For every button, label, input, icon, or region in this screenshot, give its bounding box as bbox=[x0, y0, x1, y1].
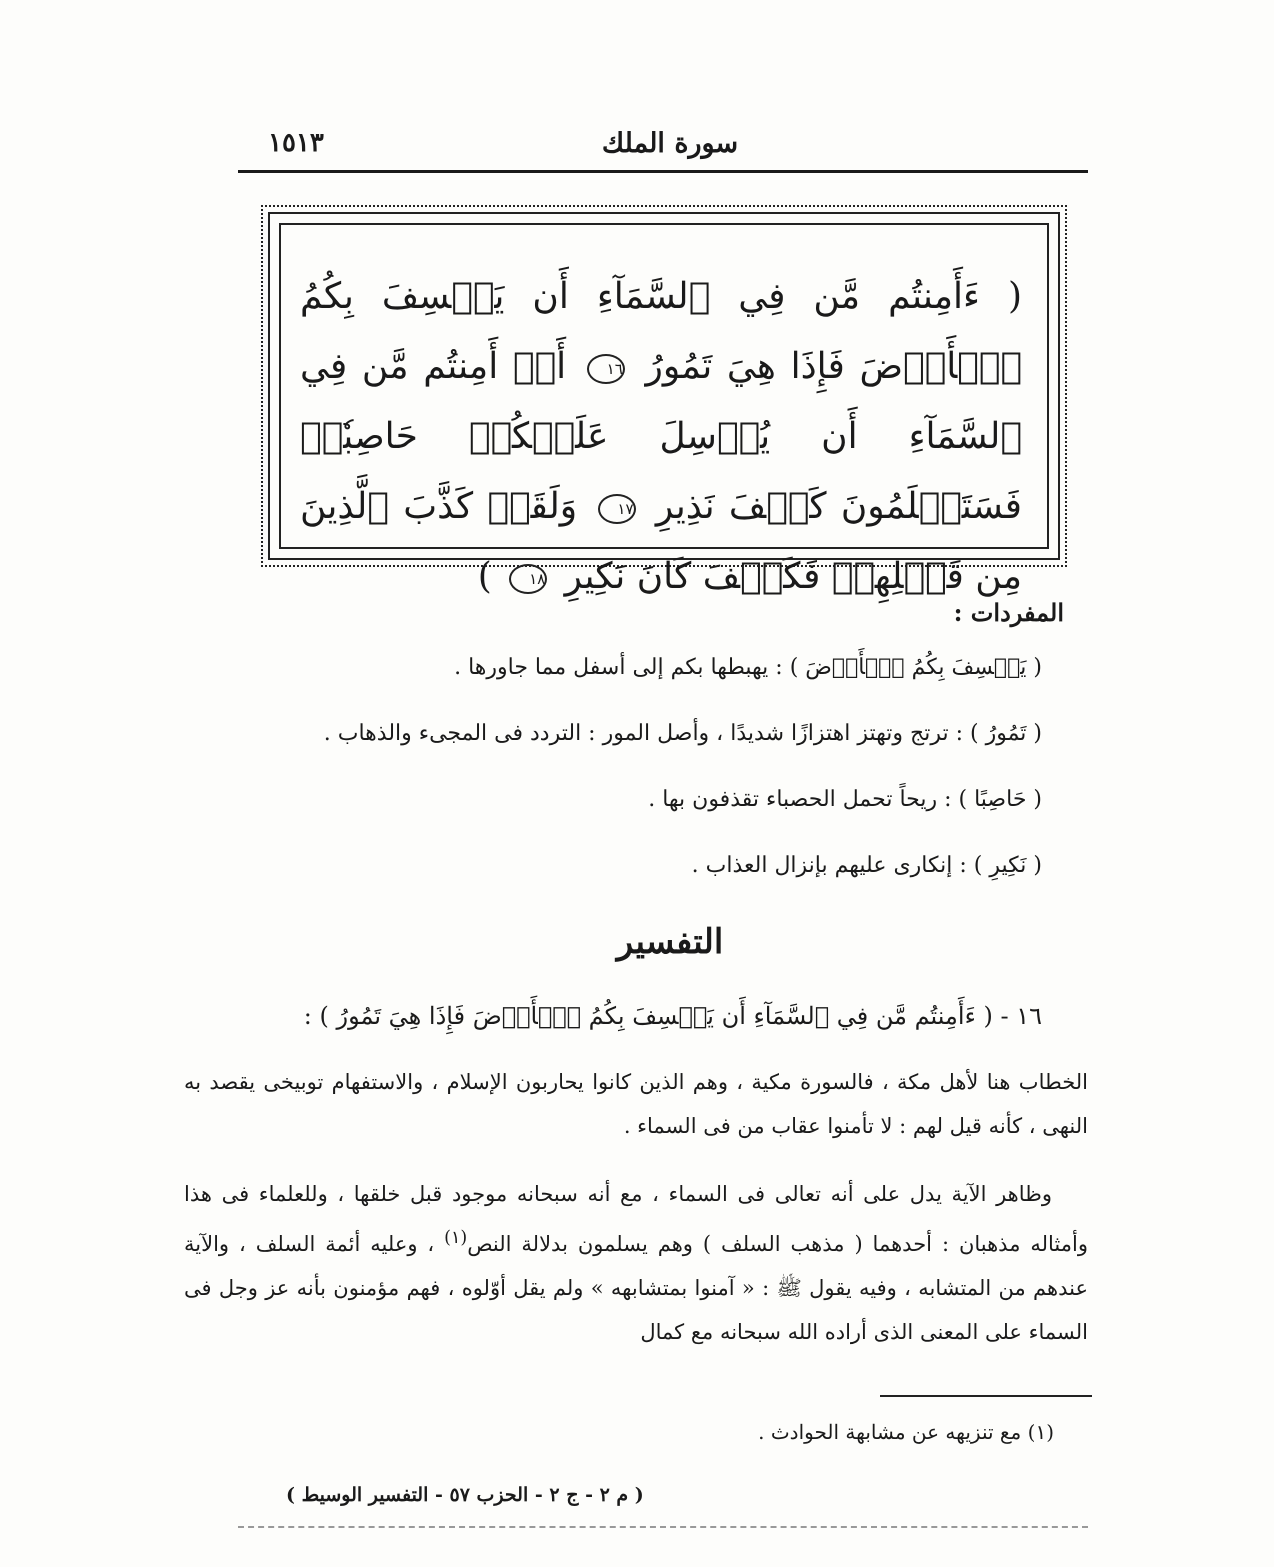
page-number: ١٥١٣ bbox=[268, 128, 324, 158]
tafsir-paragraph-2-part-2: ، وعليه أئمة السلف ، والآية عندهم من المتشابه ، وفيه يقول ﷺ : « آمنوا بمتشابهه » ولم يقل أوّلوه ، فهم مؤمنون بأنه عز وجل فى السماء على المعنى الذى أراده الله سبحانه مع كمال bbox=[184, 1232, 1088, 1344]
ayah-number-16: ١٦ bbox=[587, 354, 625, 384]
footnote: (١) مع تنزيهه عن مشابهة الحوادث . bbox=[758, 1420, 1054, 1444]
surah-title: سورة الملك bbox=[601, 128, 739, 159]
vocabulary-item: ( نَكِيرِ ) : إنكارى عليهم بإنزال العذاب . bbox=[691, 853, 1042, 878]
ayah-number-17: ١٧ bbox=[598, 494, 636, 524]
verse-open-paren: ( bbox=[1007, 276, 1022, 317]
vocabulary-item: ( حَاصِبًا ) : ريحاً تحمل الحصباء تقذفون بها . bbox=[648, 787, 1042, 812]
header-rule bbox=[238, 170, 1088, 173]
tafsir-paragraph-2-part-1: وظاهر الآية يدل على أنه تعالى فى السماء ، مع أنه سبحانه موجود قبل خلقها ، وللعلماء فى هذا وأمثاله مذهبان : أحدهما ( مذهب السلف ) وهم يسلمون بدلالة النص bbox=[184, 1182, 1088, 1256]
ayah-number-18: ١٨ bbox=[509, 564, 547, 594]
verse-frame bbox=[268, 212, 1060, 597]
tafsir-heading: التفسير bbox=[616, 922, 724, 962]
bottom-dotted-rule bbox=[238, 1526, 1088, 1528]
verse-segment-2: أَمۡ أَمِنتُم مَّن فِي ٱلسَّمَآءِ أَن يُرۡسِلَ عَلَيۡكُمۡ حَاصِبٗاۖ فَسَتَعۡلَمُونَ كَيۡفَ نَذِيرِ bbox=[300, 346, 1022, 527]
tafsir-verse-reference: ١٦ - ( ءَأَمِنتُم مَّن فِي ٱلسَّمَآءِ أَن يَخۡسِفَ بِكُمُ ٱلۡأَرۡضَ فَإِذَا هِيَ تَمُورُ ) : bbox=[303, 1002, 1042, 1030]
verse-segment-3: وَلَقَدۡ كَذَّبَ ٱلَّذِينَ مِن قَبۡلِهِمۡ فَكَيۡفَ كَانَ نَكِيرِ bbox=[300, 486, 1022, 597]
verse-segment-1: ءَأَمِنتُم مَّن فِي ٱلسَّمَآءِ أَن يَخۡسِفَ بِكُمُ ٱلۡأَرۡضَ فَإِذَا هِيَ تَمُورُ bbox=[300, 276, 1022, 387]
footnote-rule bbox=[880, 1395, 1092, 1397]
verse-text bbox=[300, 262, 1022, 612]
vocabulary-list bbox=[222, 652, 1042, 916]
footnote-marker: (١) bbox=[444, 1228, 468, 1248]
vocabulary-item: ( تَمُورُ ) : ترتج وتهتز اهتزازًا شديدًا ، وأصل المور : التردد فى المجىء والذهاب . bbox=[323, 721, 1042, 746]
signature-mark: ( م ٢ - ج ٢ - الحزب ٥٧ - التفسير الوسيط ) bbox=[286, 1484, 644, 1506]
tafsir-paragraph-1: الخطاب هنا لأهل مكة ، فالسورة مكية ، وهم الذين كانوا يحاربون الإسلام ، والاستفهام توبيخى يقصد به النهى ، كأنه قيل لهم : لا تأمنوا عقاب من فى السماء . bbox=[184, 1070, 1088, 1138]
vocabulary-heading: المفردات : bbox=[953, 598, 1064, 627]
verse-close-paren: ) bbox=[477, 556, 492, 597]
vocabulary-item: ( يَخۡسِفَ بِكُمُ ٱلۡأَرۡضَ ) : يهبطها بكم إلى أسفل مما جاورها . bbox=[454, 655, 1042, 680]
tafsir-paragraph-2 bbox=[184, 1172, 1088, 1354]
